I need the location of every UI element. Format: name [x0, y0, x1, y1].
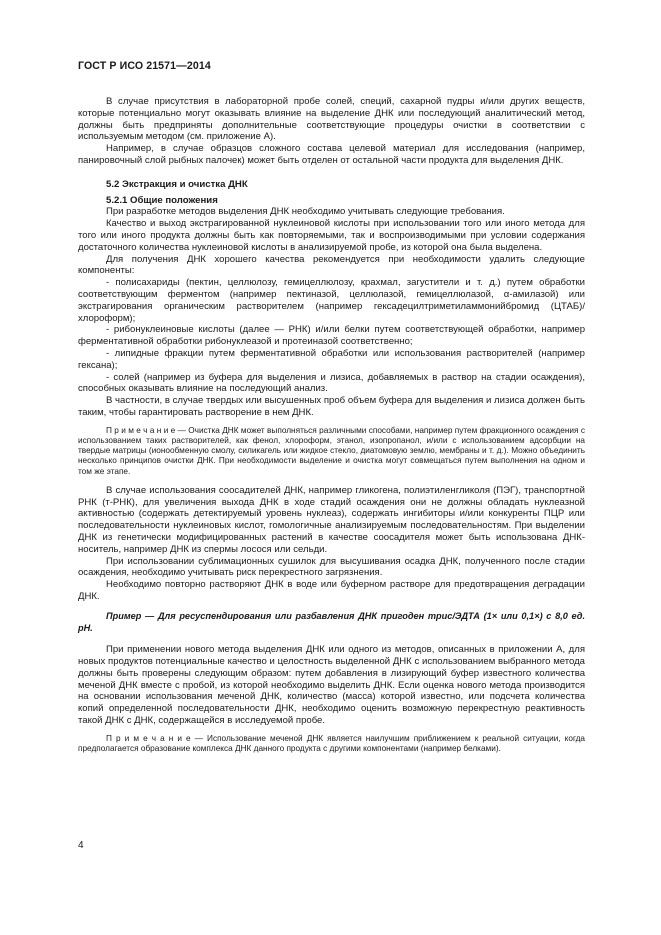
intro-paragraph-2: Например, в случае образцов сложного состава целевой материал для исследования (например, панировочный слой рыбных палочек) может быть отделен от остальной части продукта для выделения ДНК. — [78, 143, 585, 166]
note-label: П р и м е ч а н и е — [106, 733, 191, 743]
paragraph-requirements: При разработке методов выделения ДНК необходимо учитывать следующие требования. — [106, 206, 505, 218]
list-item-salts: - солей (например из буфера для выделения и лизиса, добавляемых в раствор на стадии осаждения), способных оказывать влияние на последующий анализ. — [78, 371, 585, 395]
list-item-rna: - рибонуклеиновые кислоты (далее — РНК) и/или белки путем соответствующей обработки, например ферментативной обработки рибонуклеазой и протеиназой соответственно; — [78, 324, 585, 348]
paragraph-quality: Качество и выход экстрагированной нуклеиновой кислоты при использовании того или иного метода для того или иного продукта должны быть как повторяемыми, так и воспроизводимыми при условии содержания достаточного количества нуклеиновой кислоты в анализируемой пробе, из которой она была выделена. — [78, 218, 585, 253]
subsection-heading: 5.2.1 Общие положения — [106, 194, 218, 206]
paragraph-components: Для получения ДНК хорошего качества рекомендуется при необходимости удалить следующие компоненты: — [78, 253, 585, 277]
example-resuspension: Пример — Для ресуспендирования или разбавления ДНК пригоден трис/ЭДТА (1× или 0,1×) с 8,0 ед. pH. — [78, 610, 585, 633]
document-header: ГОСТ Р ИСО 21571—2014 — [78, 60, 211, 72]
note-dna-purification — [78, 426, 585, 477]
intro-paragraph-1: В случае присутствия в лабораторной пробе солей, специй, сахарной пудры и/или других веществ, которые потенциально могут оказывать влияние на выделение ДНК или последующий аналитический метод, должны быть предприняты дополнительные соответствующие процедуры очистки в соответствии с используемым методом (см. приложение А). — [78, 96, 585, 143]
list-item-lipids: - липидные фракции путем ферментативной обработки или использования растворителей (например гексана); — [78, 347, 585, 371]
paragraph-new-method: При применении нового метода выделения ДНК или одного из методов, описанных в приложении А, для новых продуктов потенциальные качество и целостность выделенной ДНК с использованием выбранного метода должны быть проверены следующим образом: путем добавления в лизирующий буфер известного количества меченой ДНК вместе с пробой, из которой необходимо выделить ДНК. Если оценка нового метода производится на основании использования меченой ДНК, количество (масса) которой известно, или подсчета количества копий определенной последовательности ДНК, необходимо оценить возможную перекрестную реактивность такой ДНК с ДНК, содержащейся в исследуемой пробе. — [78, 644, 585, 727]
paragraph-buffer-volume: В частности, в случае твердых или высушенных проб объем буфера для выделения и лизиса должен быть таким, чтобы гарантировать растворение в нем ДНК. — [78, 395, 585, 418]
note-text: — Очистка ДНК может выполняться различными способами, например путем фракционного осаждения с использованием таких растворителей, как фенол, хлороформ, этанол, изопропанол, и/или с использованием адсорбции на твердые матрицы (ионообменную смолу, силикагель или жидкое стекло, диатомовую землю, мембраны и т. д.). Можно объединить несколько принципов очистки ДНК. При необходимости выделение и очистка могут совмещаться путем выполнения на одном и том же этапе. — [78, 425, 585, 476]
note-labeled-dna — [78, 734, 585, 754]
note-label: П р и м е ч а н и е — [106, 425, 176, 435]
section-heading: 5.2 Экстракция и очистка ДНК — [106, 178, 248, 190]
note-text: — Использование меченой ДНК является наилучшим приближением к реальной ситуации, когда предполагается образование комплекса ДНК данного продукта с другими компонентами (например белками). — [78, 733, 585, 754]
list-item-polysaccharides: - полисахариды (пектин, целлюлозу, гемицеллюлозу, крахмал, загустители и т. д.) путем обработки соответствующим ферментом (например пектиназой, целлюлазой, гемицеллюлазой, α-амилазой) или экстрагирования органическим растворителем (например гексадецилтриметиламмонийбромид (ЦТАБ)/хлороформ); — [78, 277, 585, 324]
paragraph-freeze-dryers: При использовании сублимационных сушилок для высушивания осадка ДНК, полученного после стадии осаждения, необходимо учитывать риск перекрестного загрязнения. — [78, 555, 585, 579]
page-number: 4 — [78, 840, 84, 851]
document-body — [78, 96, 585, 754]
paragraph-redissolve: Необходимо повторно растворяют ДНК в воде или буферном растворе для предотвращения деградации ДНК. — [78, 579, 585, 602]
paragraph-coprecipitants: В случае использования соосадителей ДНК, например гликогена, полиэтиленгликоля (ПЭГ), транспортной РНК (т-РНК), для увеличения выхода ДНК в ходе стадий осаждения они не должны обладать нуклеазной активностью (содержать детектируемый уровень нуклеаз), содержать ингибиторы и/или конкуренты ПЦР или последовательности нуклеиновых кислот, гомологичные анализируемым последовательностям. При выделении ДНК из генетически модифицированных растений в качестве соосадителя может быть использована ДНК-носитель, например ДНК из спермы лосося или сельди. — [78, 484, 585, 555]
